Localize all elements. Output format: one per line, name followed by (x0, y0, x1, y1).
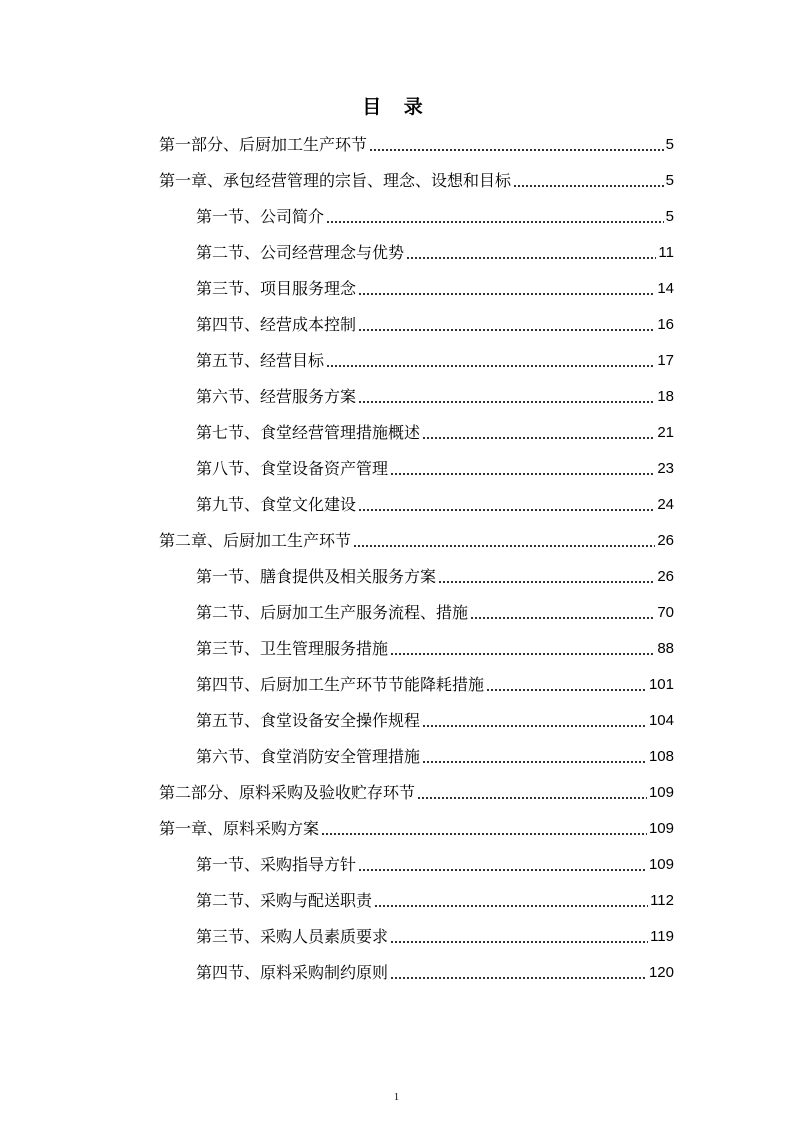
toc-entry[interactable] (196, 883, 674, 919)
dot-leader (438, 567, 655, 587)
toc-entry[interactable] (196, 235, 674, 271)
toc-entry-text: 第一部分、后厨加工生产环节 (159, 135, 368, 154)
dot-leader (390, 639, 655, 659)
toc-entry-page: 16 (657, 316, 674, 333)
toc-entry-page: 109 (648, 856, 674, 873)
toc-entry[interactable] (159, 163, 674, 199)
dot-leader (353, 531, 655, 551)
toc-entry[interactable] (159, 775, 674, 811)
toc-entry[interactable] (196, 739, 674, 775)
toc-entry-text: 第一节、膳食提供及相关服务方案 (196, 567, 437, 586)
toc-entry-page: 108 (648, 748, 674, 765)
toc-entry-page: 88 (657, 640, 674, 657)
toc-entry[interactable] (196, 451, 674, 487)
toc-entry[interactable] (196, 343, 674, 379)
toc-entry[interactable] (196, 307, 674, 343)
toc-entry-text: 第四节、原料采购制约原则 (196, 963, 389, 982)
dot-leader (358, 315, 655, 335)
toc-entry-text: 第二节、采购与配送职责 (196, 891, 373, 910)
toc-entry-page: 18 (657, 388, 674, 405)
toc-entry-page: 5 (665, 208, 674, 225)
dot-leader (470, 603, 655, 623)
dot-leader (358, 855, 647, 875)
dot-leader (513, 171, 664, 191)
toc-entry-page: 101 (648, 676, 674, 693)
toc-entry-text: 第五节、经营目标 (196, 351, 325, 370)
dot-leader (326, 207, 664, 227)
toc-entry-page: 21 (657, 424, 674, 441)
toc-entry-text: 第二章、后厨加工生产环节 (159, 531, 352, 550)
toc-entry-text: 第一节、公司简介 (196, 207, 325, 226)
toc-entry[interactable] (196, 919, 674, 955)
toc-entry-page: 120 (648, 964, 674, 981)
toc-entry[interactable] (196, 703, 674, 739)
toc-entry-page: 119 (650, 928, 674, 945)
dot-leader (358, 279, 655, 299)
toc-entry-page: 109 (648, 784, 674, 801)
toc-entry[interactable] (196, 415, 674, 451)
toc-entry[interactable] (196, 595, 674, 631)
toc-entry[interactable] (159, 127, 674, 163)
toc-entry[interactable] (196, 379, 674, 415)
toc-entry[interactable] (196, 631, 674, 667)
toc-entry-page: 17 (657, 352, 674, 369)
toc-entry-text: 第二节、公司经营理念与优势 (196, 243, 405, 262)
toc-entry-page: 26 (657, 568, 674, 585)
dot-leader (417, 783, 647, 803)
toc-entry-page: 5 (665, 136, 674, 153)
toc-entry-page: 11 (658, 244, 674, 261)
dot-leader (422, 711, 647, 731)
dot-leader (406, 243, 656, 263)
toc-entry[interactable] (196, 559, 674, 595)
dot-leader (358, 495, 655, 515)
toc-title: 目 录 (362, 96, 431, 118)
toc-entry-page: 109 (648, 820, 674, 837)
toc-entry-text: 第七节、食堂经营管理措施概述 (196, 423, 421, 442)
dot-leader (326, 351, 655, 371)
dot-leader (422, 423, 655, 443)
toc-entry-text: 第四节、后厨加工生产环节节能降耗措施 (196, 675, 485, 694)
toc-entry-page: 26 (657, 532, 674, 549)
toc-entry-text: 第三节、项目服务理念 (196, 279, 357, 298)
toc-entry-page: 70 (657, 604, 674, 621)
toc-entry-text: 第三节、卫生管理服务措施 (196, 639, 389, 658)
toc-entry-page: 24 (657, 496, 674, 513)
toc-entry-page: 14 (657, 280, 674, 297)
toc-entry-page: 104 (648, 712, 674, 729)
toc-entry-text: 第六节、经营服务方案 (196, 387, 357, 406)
toc-entry[interactable] (196, 847, 674, 883)
page-number: 1 (394, 1092, 399, 1103)
toc-entry[interactable] (196, 271, 674, 307)
toc-entry-text: 第一节、采购指导方针 (196, 855, 357, 874)
toc-entry-text: 第六节、食堂消防安全管理措施 (196, 747, 421, 766)
toc-entry-text: 第八节、食堂设备资产管理 (196, 459, 389, 478)
toc-entry[interactable] (196, 199, 674, 235)
toc-entry-text: 第二部分、原料采购及验收贮存环节 (159, 783, 416, 802)
dot-leader (390, 459, 655, 479)
toc-entry[interactable] (159, 523, 674, 559)
dot-leader (390, 963, 647, 983)
toc-entry-page: 23 (657, 460, 674, 477)
toc-entry-text: 第二节、后厨加工生产服务流程、措施 (196, 603, 469, 622)
toc-entry[interactable] (196, 955, 674, 991)
toc-entry-text: 第九节、食堂文化建设 (196, 495, 357, 514)
toc-entry-text: 第四节、经营成本控制 (196, 315, 357, 334)
dot-leader (321, 819, 647, 839)
dot-leader (390, 927, 648, 947)
dot-leader (422, 747, 647, 767)
toc-entry-page: 112 (650, 892, 674, 909)
dot-leader (369, 135, 664, 155)
toc-entry-text: 第三节、采购人员素质要求 (196, 927, 389, 946)
toc-entry-page: 5 (665, 172, 674, 189)
toc-entry-text: 第五节、食堂设备安全操作规程 (196, 711, 421, 730)
dot-leader (358, 387, 655, 407)
dot-leader (486, 675, 647, 695)
toc-entry-text: 第一章、原料采购方案 (159, 819, 320, 838)
toc-entry-text: 第一章、承包经营管理的宗旨、理念、设想和目标 (159, 171, 512, 190)
toc-entry[interactable] (196, 667, 674, 703)
dot-leader (374, 891, 648, 911)
toc-entry[interactable] (159, 811, 674, 847)
toc-entry[interactable] (196, 487, 674, 523)
